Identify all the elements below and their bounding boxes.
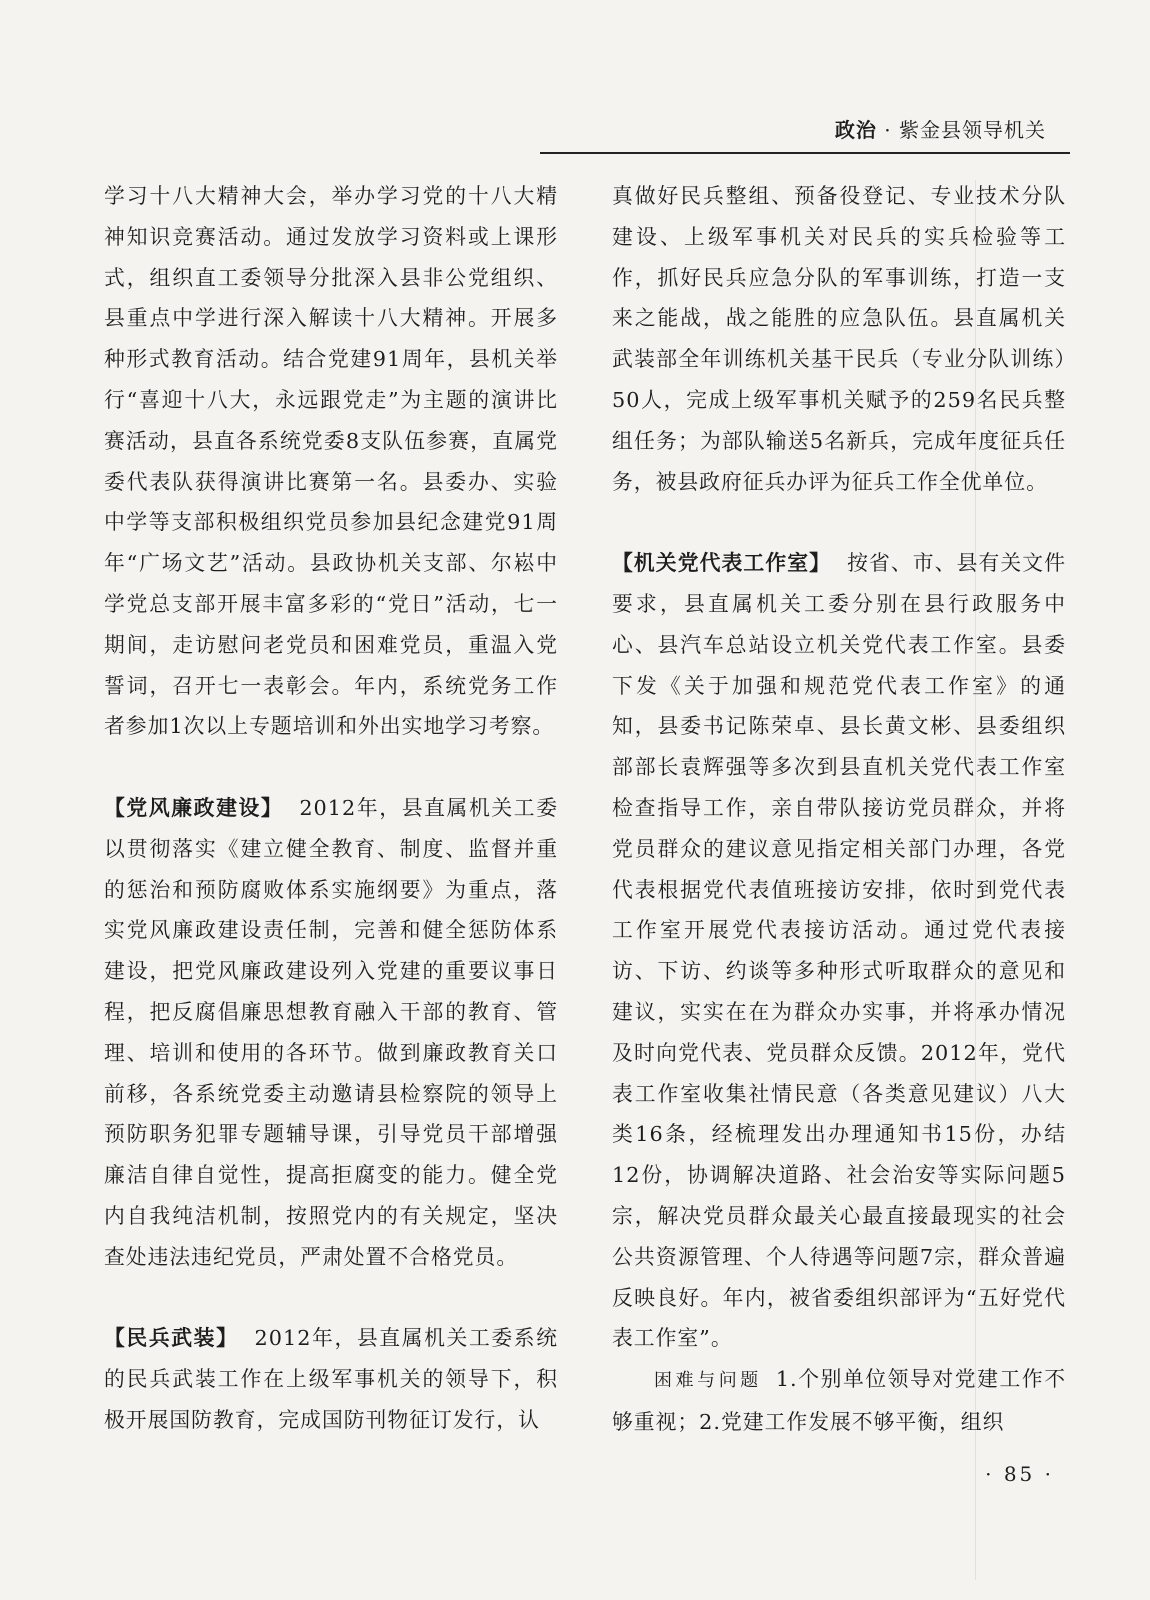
header-separator: · [884, 118, 892, 142]
section-body-problems: 1.个别单位领导对党建工作不够重视；2.党建工作发展不够平衡，组织 [612, 1367, 1067, 1434]
running-header [835, 114, 1046, 143]
header-section: 政治 [834, 118, 877, 142]
section-militia [104, 1318, 558, 1440]
header-rule [540, 152, 1070, 154]
right-column [612, 176, 1066, 1443]
paragraph-militia-continued: 真做好民兵整组、预备役登记、专业技术分队建设、上级军事机关对民兵的实兵检验等工作，抓好民兵应急分队的军事训练，打造一支来之能战，战之能胜的应急队伍。县直属机关武装部全年训练机关基干民兵（专业分队训练）50人，完成上级军事机关赋予的259名民兵整组任务；为部队输送5名新兵，完成年度征兵任务，被县政府征兵办评为征兵工作全优单位。 [612, 184, 1066, 494]
section-body-representative-office: 按省、市、县有关文件要求，县直属机关工委分别在县行政服务中心、县汽车总站设立机关党代表工作室。县委下发《关于加强和规范党代表工作室》的通知，县委书记陈荣卓、县长黄文彬、县委组织部部长袁辉强等多次到县直机关党代表工作室检查指导工作，亲自带队接访党员群众，并将党员群众的建议意见指定相关部门办理，各党代表根据党代表值班接访安排，依时到党代表工作室开展党代表接访活动。通过党代表接访、下访、约谈等多种形式听取群众的意见和建议，实实在在为群众办实事，并将承办情况及时向党代表、党员群众反馈。2012年，党代表工作室收集社情民意（各类意见建议）八大类16条，经梳理发出办理通知书15份，办结12份，协调解决道路、社会治安等实际问题5宗，解决党员群众最关心最直接最现实的社会公共资源管理、个人待遇等问题7宗，群众普遍反映良好。年内，被省委组织部评为“五好党代表工作室”。 [612, 551, 1067, 1351]
section-representative-office [612, 543, 1066, 1359]
section-heading-representative-office: 【机关党代表工作室】 [612, 550, 832, 576]
section-problems [612, 1359, 1066, 1443]
section-party-integrity [104, 788, 558, 1278]
page-number: · 85 · [985, 1462, 1054, 1486]
section-body-militia: 2012年，县直属机关工委系统的民兵武装工作在上级军事机关的领导下，积极开展国防教育，完成国防刊物征订发行，认 [104, 1326, 558, 1432]
header-chapter: 紫金县领导机关 [899, 118, 1046, 142]
left-column [104, 176, 558, 1441]
paragraph-study-activities: 学习十八大精神大会，举办学习党的十八大精神知识竞赛活动。通过发放学习资料或上课形式，组织直工委领导分批深入县非公党组织、县重点中学进行深入解读十八大精神。开展多种形式教育活动。结合党建91周年，县机关举行“喜迎十八大，永远跟党走”为主题的演讲比赛活动，县直各系统党委8支队伍参赛，直属党委代表队获得演讲比赛第一名。县委办、实验中学等支部积极组织党员参加县纪念建党91周年“广场文艺”活动。县政协机关支部、尔崧中学党总支部开展丰富多彩的“党日”活动，七一期间，走访慰问老党员和困难党员，重温入党誓词，召开七一表彰会。年内，系统党务工作者参加1次以上专题培训和外出实地学习考察。 [104, 184, 558, 739]
section-heading-problems: 困难与问题 [654, 1370, 762, 1392]
section-heading-militia: 【民兵武装】 [104, 1325, 239, 1351]
section-heading-party-integrity: 【党风廉政建设】 [104, 794, 284, 820]
section-body-party-integrity: 2012年，县直属机关工委以贯彻落实《建立健全教育、制度、监督并重的惩治和预防腐败体系实施纲要》为重点，落实党风廉政建设责任制，完善和健全惩防体系建设，把党风廉政建设列入党建的重要议事日程，把反腐倡廉思想教育融入干部的教育、管理、培训和使用的各环节。做到廉政教育关口前移，各系统党委主动邀请县检察院的领导上预防职务犯罪专题辅导课，引导党员干部增强廉洁自律自觉性，提高拒腐变的能力。健全党内自我纯洁机制，按照党内的有关规定，坚决查处违法违纪党员，严肃处置不合格党员。 [104, 795, 558, 1269]
